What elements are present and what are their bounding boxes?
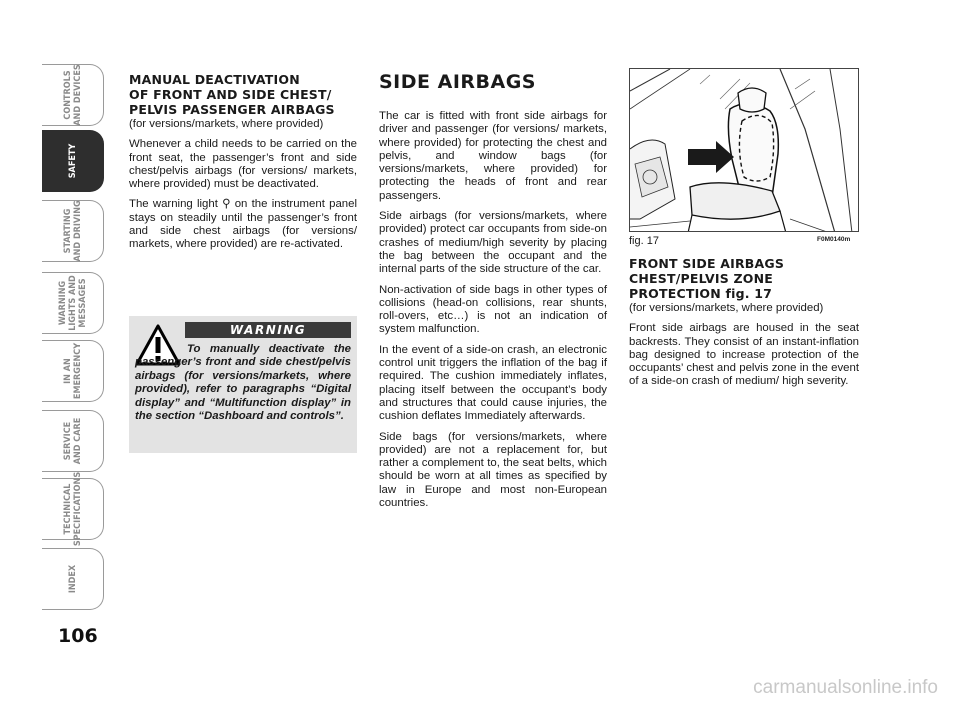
- tab-index[interactable]: [42, 548, 104, 610]
- tab-label: STARTING AND DRIVING: [62, 200, 83, 262]
- warning-box: [129, 316, 357, 453]
- paragraph: Side airbags (for versions/markets, where provided) protect car occupants from side-on crashes of medium/high severity by placing the bag between the occupant and the internal parts of the side structure of the car.: [379, 210, 607, 276]
- column-manual-deactivation: [129, 72, 357, 259]
- tab-label: SAFETY: [67, 143, 78, 179]
- versions-note: (for versions/markets, where provided): [129, 118, 324, 130]
- tab-label: TECHNICAL SPECIFICATIONS: [62, 471, 83, 547]
- paragraph: Front side airbags are housed in the seat backrests. They consist of an instant-inflation bag designed to increase protection of the occupants’ chest and pelvis zone in the event of a side-on crash of medium/ high severity.: [629, 322, 859, 388]
- paragraph: In the event of a side-on crash, an electronic control unit triggers the inflation of the bag if required. The cushion immediately inflates, placing itself between the occupant’s body and structures that could cause injuries, the cushion deflates Immediately afterwards.: [379, 343, 607, 423]
- paragraph: Side bags (for versions/markets, where provided) are not a replacement for, but rather a complement to, the seat belts, which should be worn at all times as specified by law in Europe and most non-European countries.: [379, 430, 607, 510]
- watermark: carmanualsonline.info: [753, 677, 938, 698]
- tab-label: IN AN EMERGENCY: [62, 342, 83, 400]
- paragraph: The car is fitted with front side airbags for driver and passenger (for versions/ markets, where provided) for protecting the chest and pelvis, and window bags (for versions/markets, where provided) for protecting the heads of front and rear passengers.: [379, 110, 607, 202]
- paragraph: Non-activation of side bags in other types of collisions (head-on collisions, rear shunts, roll-overs, etc…) is not an indication of system malfunction.: [379, 283, 607, 336]
- tab-label: INDEX: [67, 564, 78, 594]
- tab-label: CONTROLS AND DEVICES: [62, 64, 83, 126]
- figure-code: F0M0140m: [817, 236, 851, 243]
- seat-airbag-illustration: [629, 68, 859, 232]
- tab-warning-lights-and-messages[interactable]: [42, 272, 104, 334]
- tab-starting-and-driving[interactable]: [42, 200, 104, 262]
- figure-caption: fig. 17: [629, 235, 659, 247]
- section-heading: MANUAL DEACTIVATION OF FRONT AND SIDE CHEST/ PELVIS PASSENGER AIRBAGS: [129, 72, 335, 117]
- tab-in-an-emergency[interactable]: [42, 340, 104, 402]
- page-title: SIDE AIRBAGS: [379, 71, 536, 93]
- column-side-airbags: [379, 72, 607, 517]
- tab-technical-specifications[interactable]: [42, 471, 104, 547]
- paragraph: Whenever a child needs to be carried on the front seat, the passenger’s front and side chest/pelvis airbags (for versions/ markets, where provided) must be deactivated.: [129, 138, 357, 191]
- section-heading: FRONT SIDE AIRBAGS CHEST/PELVIS ZONE PROTECTION fig. 17: [629, 256, 785, 301]
- tab-label: SERVICE AND CARE: [62, 417, 83, 465]
- tab-label: WARNING LIGHTS AND MESSAGES: [57, 275, 88, 331]
- warning-title: WARNING: [185, 322, 351, 338]
- column-front-side-airbags: [629, 256, 859, 396]
- warning-text: To manually deactivate the passenger’s front and side chest/pelvis airbags (for versions/markets, where provided), refer to paragraphs “Digital display” and “Multifunction display” in the section “Dashboard and controls”.: [135, 343, 351, 423]
- versions-note: (for versions/markets, where provided): [629, 302, 824, 314]
- tab-controls-and-devices[interactable]: [42, 64, 104, 126]
- tab-service-and-care[interactable]: [42, 410, 104, 472]
- page-number: 106: [58, 625, 98, 647]
- tab-safety[interactable]: [42, 130, 104, 192]
- paragraph: The warning light ⚲ on the instrument panel stays on steadily until the passenger’s front and side chest airbags (for versions/ markets, where provided) are re-activated.: [129, 198, 357, 251]
